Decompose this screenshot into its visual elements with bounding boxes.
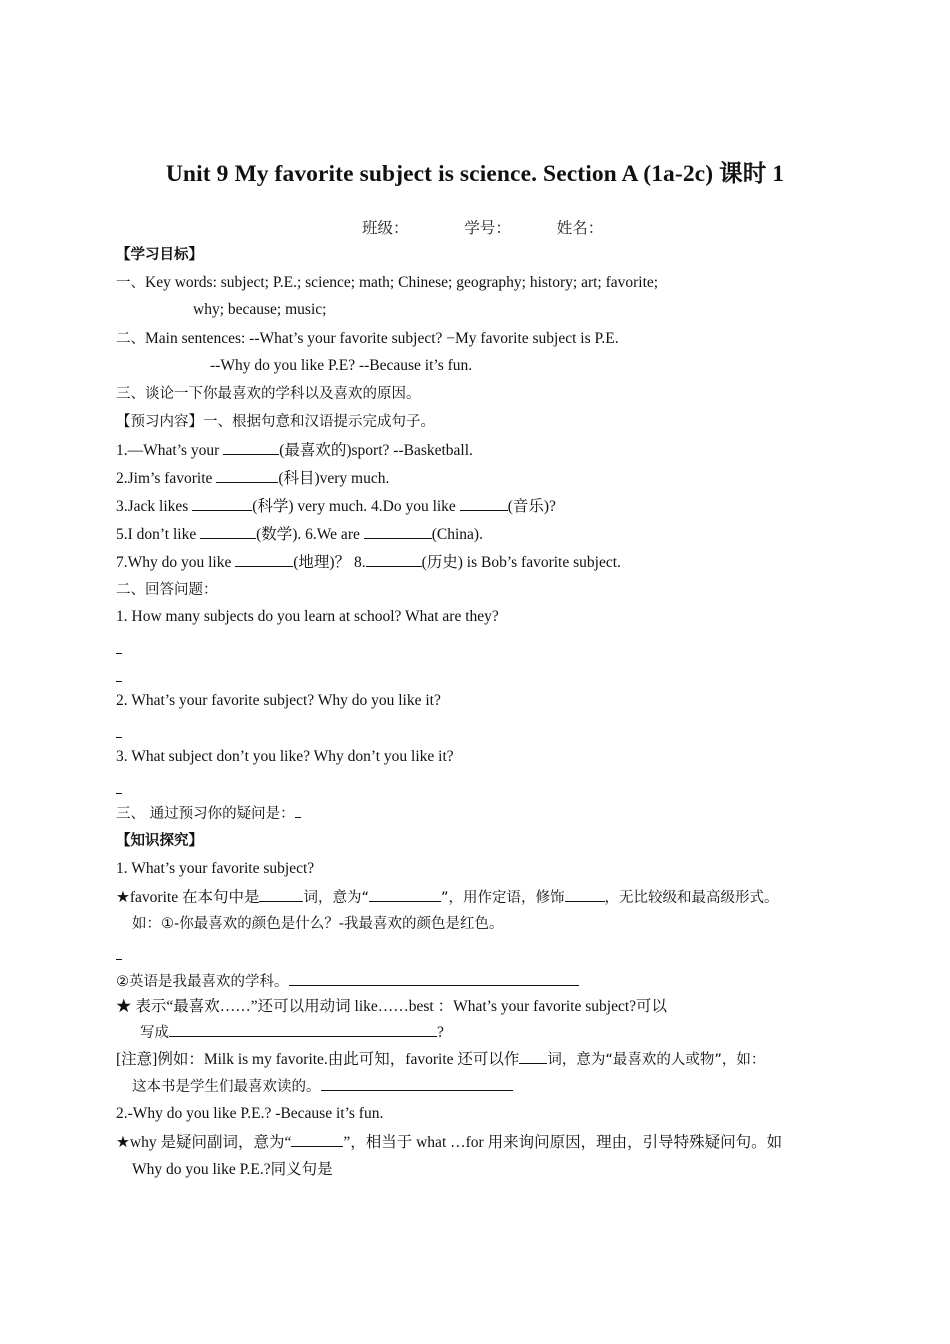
- preview-heading: 【预习内容】一、根据句意和汉语提示完成句子。: [116, 414, 435, 430]
- note-line-continued: 这本书是学生们最喜欢读的。: [132, 1076, 513, 1097]
- preview-q1: 1.—What’s your (最喜欢的)sport? --Basketball.: [116, 442, 473, 459]
- blank-q4[interactable]: [460, 496, 508, 511]
- goal-1-label: 一、: [116, 275, 145, 291]
- doubt-blank[interactable]: [295, 805, 301, 818]
- blank-example-2[interactable]: [289, 971, 579, 986]
- goals-heading: 【学习目标】: [116, 247, 203, 263]
- goal-2: [116, 329, 619, 349]
- star-note-2-continued: 写成 ?: [140, 1024, 444, 1041]
- knowledge-heading: 【知识探究】: [116, 833, 203, 849]
- preview-q7: 7.Why do you like (地理)？ 8. (历史) is Bob’s favorite subject.: [116, 554, 621, 571]
- blank-why-meaning[interactable]: [291, 1132, 343, 1147]
- blank-q1[interactable]: [223, 440, 279, 455]
- goal-2-label: 二、: [116, 331, 145, 347]
- star-note-1: ★favorite 在本句中是 词，意为“ ”，用作定语，修饰 ，无比较级和最高级形式。: [116, 889, 779, 906]
- page-title: Unit 9 My favorite subject is science. Section A (1a-2c) 课时 1: [165, 161, 785, 187]
- goal-3: 三、谈论一下你最喜欢的学科以及喜欢的原因。: [116, 386, 421, 402]
- blank-q2[interactable]: [216, 468, 278, 483]
- blank-rewrite[interactable]: [169, 1022, 437, 1037]
- blank-q8[interactable]: [366, 552, 422, 567]
- preview-q5: 5.I don’t like (数学). 6.We are (China).: [116, 526, 483, 543]
- preview-q2: 2.Jim’s favorite (科目)very much.: [116, 470, 390, 487]
- answer-heading: 二、回答问题：: [116, 582, 218, 598]
- goal-2-text: Main sentences: --What’s your favorite subject? −My favorite subject is P.E.: [145, 330, 619, 347]
- knowledge-point-2: 2.-Why do you like P.E.? -Because it’s fun.: [116, 1105, 384, 1122]
- goal-1-text: Key words: subject; P.E.; science; math; Chinese; geography; history; art; favorite;: [145, 274, 659, 291]
- answer-q3: 3. What subject don’t you like? Why don’t you like it?: [116, 748, 454, 765]
- example-1: 如：①-你最喜欢的颜色是什么？-我最喜欢的颜色是红色。: [132, 916, 504, 932]
- note-line: [注意]例如：Milk is my favorite.由此可知，favorite 还可以作 词，意为“最喜欢的人或物”，如：: [116, 1051, 766, 1068]
- number-label: 学号：: [464, 219, 511, 237]
- preview-q3: 3.Jack likes (科学) very much. 4.Do you like (音乐)?: [116, 498, 556, 515]
- blank-q5[interactable]: [200, 524, 256, 539]
- goal-1-continued: why; because; music;: [193, 301, 327, 318]
- blank-part-of-speech[interactable]: [259, 887, 303, 902]
- blank-q3[interactable]: [192, 496, 252, 511]
- example-1-line[interactable]: [116, 946, 122, 966]
- doubt-line: [116, 804, 301, 824]
- doubt-text: 三、 通过预习你的疑问是：: [116, 806, 295, 822]
- blank-modifies[interactable]: [565, 887, 605, 902]
- goal-1: [116, 273, 658, 293]
- example-2: ②英语是我最喜欢的学科。: [116, 971, 579, 992]
- answer-q1: 1. How many subjects do you learn at school? What are they?: [116, 608, 499, 625]
- answer-line-1a[interactable]: [116, 640, 122, 660]
- knowledge-point-1: 1. What’s your favorite subject?: [116, 860, 315, 877]
- star-note-3-continued: Why do you like P.E.?同义句是: [132, 1161, 333, 1178]
- blank-meaning[interactable]: [369, 887, 441, 902]
- goal-2-continued: --Why do you like P.E? --Because it’s fun.: [210, 357, 473, 374]
- name-label: 姓名：: [556, 219, 604, 237]
- blank-note-translation[interactable]: [321, 1076, 513, 1091]
- answer-line-2[interactable]: [116, 724, 122, 744]
- answer-line-3[interactable]: [116, 780, 122, 800]
- class-label: 班级：: [362, 219, 409, 237]
- answer-line-1b[interactable]: [116, 668, 122, 688]
- blank-q6[interactable]: [364, 524, 432, 539]
- star-note-3: ★why 是疑问副词，意为“ ”，相当于 what …for 用来询问原因，理由，引导特殊疑问句。如: [116, 1134, 783, 1151]
- answer-q2: 2. What’s your favorite subject? Why do you like it?: [116, 692, 441, 709]
- star-note-2: ★ 表示“最喜欢……”还可以用动词 like……best ：What’s your favorite subject?可以: [116, 998, 668, 1015]
- blank-q7[interactable]: [235, 552, 293, 567]
- student-info: [362, 216, 603, 238]
- blank-note-part-of-speech[interactable]: [519, 1049, 547, 1064]
